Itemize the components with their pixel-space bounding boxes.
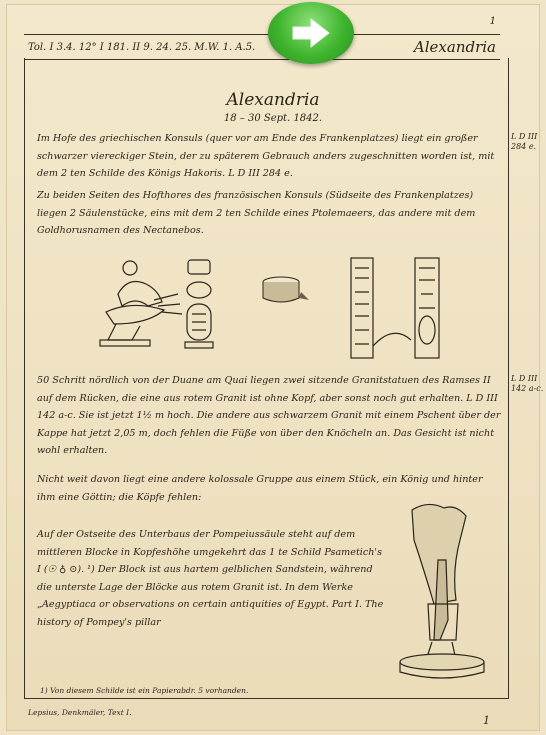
page-number-bottom: 1 bbox=[483, 714, 490, 727]
paragraph-hakoris: Im Hofe des griechischen Konsuls (quer vor am Ende des Frankenplatzes) liegt ein großer schwarzer viereckiger Stein, der zu späterem Gebrauch anders zugeschnitten worden ist, mit dem 2 ten Schilde des Königs Hakoris. L D III 284 e. bbox=[37, 133, 495, 180]
column-fragment-illustration bbox=[261, 254, 311, 364]
paragraph-columns: Zu beiden Seiten des Hofthores des französischen Konsuls (Südseite des Frankenplatzes) liegen 2 Säulenstücke, eins mit dem 2 ten Schilde eines Ptolemaeers, das andere mit dem Goldhorusnamen des Nectanebos. bbox=[37, 190, 476, 237]
margin-note-1: L D III 284 e. bbox=[511, 132, 538, 151]
footnote: 1) Von diesem Schilde ist ein Papierabdr. 5 vorhanden. bbox=[40, 686, 249, 695]
statue-group-sketch bbox=[394, 500, 499, 680]
header-place: Alexandria bbox=[413, 38, 496, 56]
date-line: 18 – 30 Sept. 1842. bbox=[223, 113, 323, 124]
frame-right-rule bbox=[508, 58, 509, 698]
frame-bottom-rule bbox=[24, 698, 509, 699]
hieroglyph-illustration-right bbox=[349, 254, 449, 364]
paragraph-ramses: 50 Schritt nördlich von der Duane am Quai liegen zwei sitzende Granitstatuen des Ramses II auf dem Rücken, die eine aus rotem Granit ist ohne Kopf, aber sonst noch gut erhalten. L D III 142 a-c. Sie ist jetzt 1½ m hoch. Die andere aus schwarzem Granit mit einem Pschent über der Kappe hat jetzt 2,05 m, doch fehlen die Füße von über den Knöcheln an. Das Gesicht ist nicht wohl erhalten. bbox=[37, 375, 501, 457]
header-references: Tol. I 3.4. 12° I 181. II 9. 24. 25. M.W. 1. A.5. bbox=[28, 41, 256, 53]
publication-credit: Lepsius, Denkmäler, Text I. bbox=[28, 708, 132, 717]
paragraph-pompey-pillar: Auf der Ostseite des Unterbaus der Pompeiussäule steht auf dem mittleren Blocke in Kopfeshöhe umgekehrt das 1 te Schild Psametich's I (☉ ♁ ⊙). ¹) Der Block ist aus hartem gelblichen Sandstein, während die unterste Lage der Blöcke aus rotem Granit ist. In dem Werke „Aegyptiaca or observations on certain antiquities of Egypt. Part I. The history of Pompey's pillar bbox=[37, 529, 384, 628]
hieroglyph-illustration-left bbox=[88, 254, 238, 364]
running-head bbox=[24, 34, 500, 60]
frame-left-rule bbox=[24, 58, 25, 698]
paragraph-group: Nicht weit davon liegt eine andere kolossale Gruppe aus einem Stück, ein König und hinter ihm eine Göttin; die Köpfe fehlen: bbox=[37, 474, 483, 503]
page-number-top: 1 bbox=[489, 16, 496, 27]
margin-note-2: L D III 142 a-c. bbox=[511, 374, 544, 393]
page-title: Alexandria bbox=[226, 90, 320, 110]
document-page bbox=[6, 4, 544, 731]
arrow-right-icon bbox=[289, 15, 333, 51]
next-page-button[interactable] bbox=[268, 2, 354, 64]
